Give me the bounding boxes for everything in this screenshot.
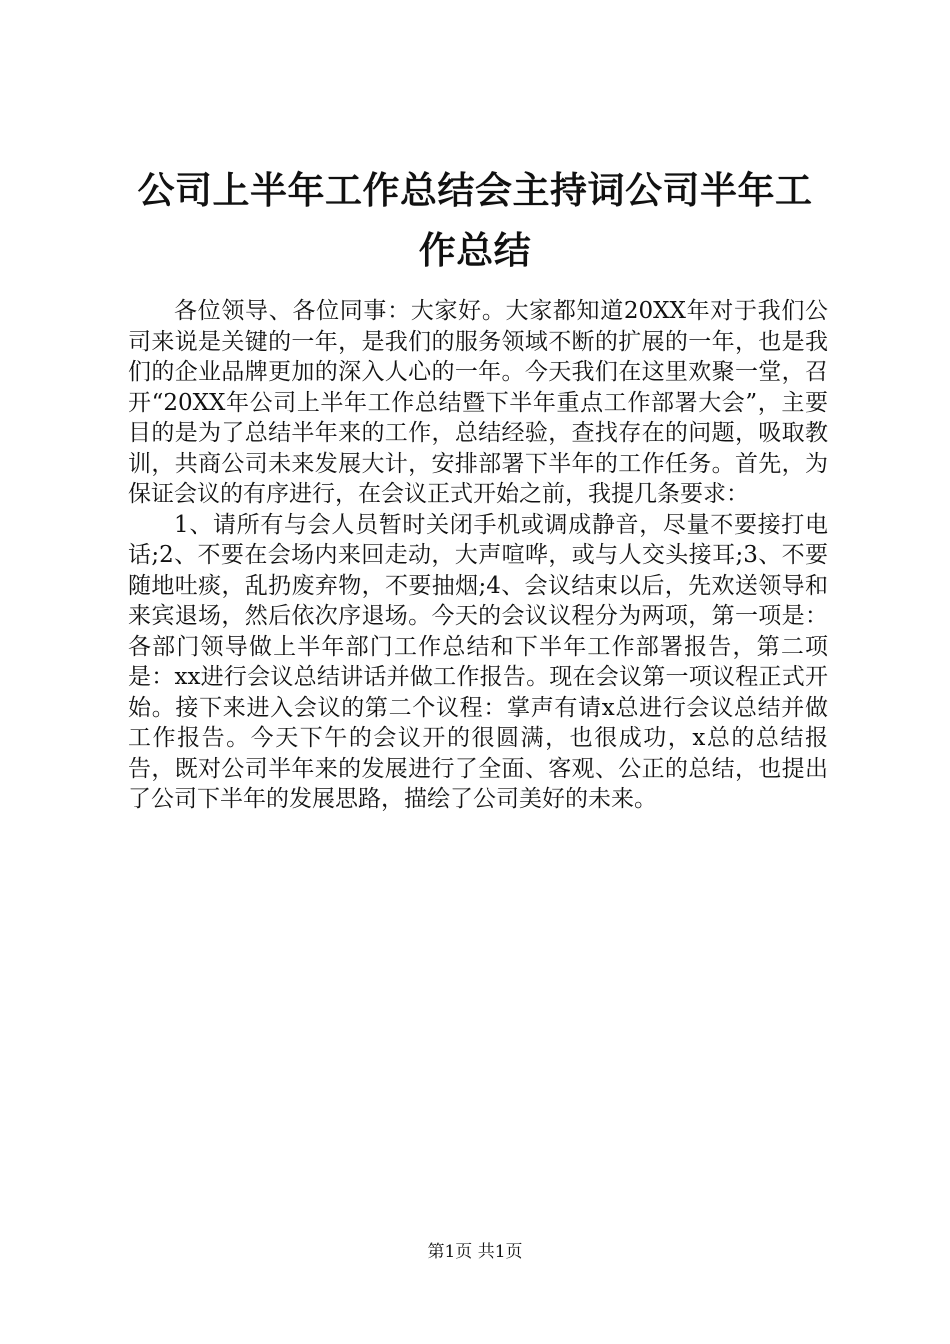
document-body — [128, 296, 828, 815]
paragraph-greeting: 各位领导、各位同事：大家好。大家都知道20XX年对于我们公司来说是关键的一年，是我们的服务领域不断的扩展的一年，也是我们的企业品牌更加的深入人心的一年。今天我们在这里欢聚一堂，召开“20XX年公司上半年工作总结暨下半年重点工作部署大会”，主要目的是为了总结半年来的工作，总结经验，查找存在的问题，吸取教训，共商公司未来发展大计，安排部署下半年的工作任务。首先，为保证会议的有序进行，在会议正式开始之前，我提几条要求： — [128, 298, 828, 507]
document-title: 公司上半年工作总结会主持词公司半年工作总结 — [137, 168, 813, 272]
page-footer: 第1页 共1页 — [427, 1242, 523, 1262]
paragraph-requirements: 1、请所有与会人员暂时关闭手机或调成静音，尽量不要接打电话;2、不要在会场内来回走动，大声喧哗，或与人交头接耳;3、不要随地吐痰，乱扔废弃物，不要抽烟;4、会议结束以后，先欢送领导和来宾退场，然后依次序退场。今天的会议议程分为两项，第一项是：各部门领导做上半年部门工作总结和下半年工作部署报告，第二项是：xx进行会议总结讲话并做工作报告。现在会议第一项议程正式开始。接下来进入会议的第二个议程：掌声有请x总进行会议总结并做工作报告。今天下午的会议开的很圆满，也很成功，x总的总结报告，既对公司半年来的发展进行了全面、客观、公正的总结，也提出了公司下半年的发展思路，描绘了公司美好的未来。 — [128, 511, 828, 812]
